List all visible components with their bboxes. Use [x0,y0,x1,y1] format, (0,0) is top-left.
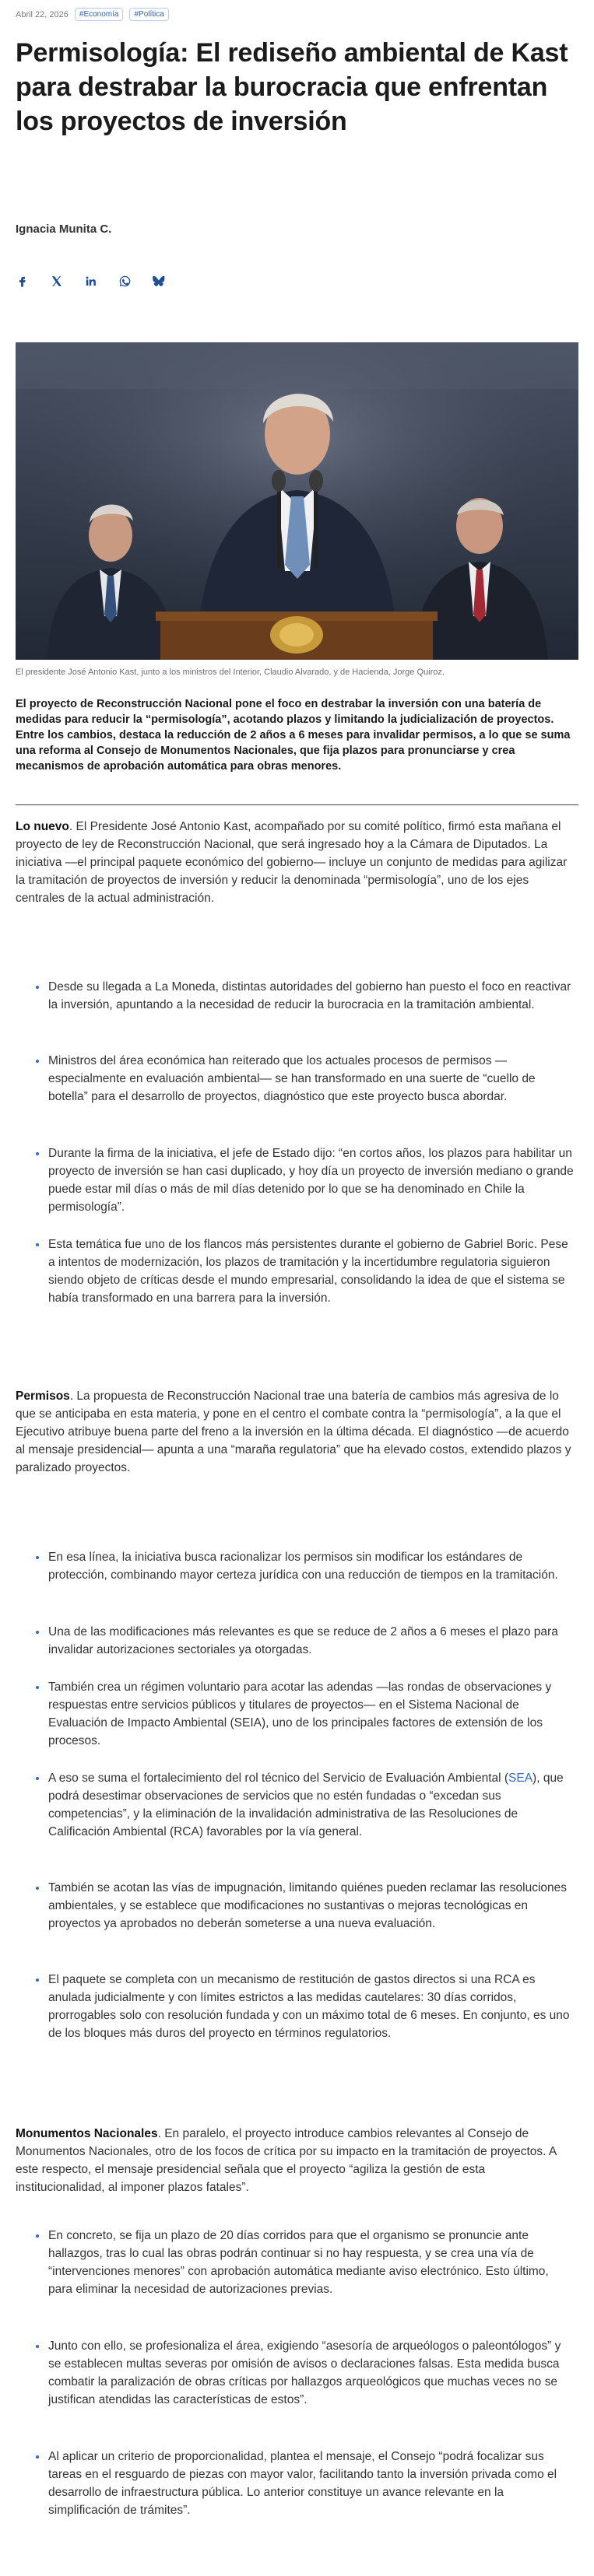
list-item-text: Junto con ello, se profesionaliza el área, exigiendo “asesoría de arqueólogos o paleontólogos” y se establecen multas severas por omisión de avisos o declaraciones falsas. Esta medida busca combatir la paralización de obras críticas por hallazgos arqueológicos que muchas veces no se justifican atendidas las características de estos”. [48,2339,561,2406]
section-label-nuevo: Lo nuevo [16,820,69,833]
sea-link[interactable]: SEA [508,1772,533,1785]
bullet-dot [36,1060,39,1063]
lead-photo [16,342,578,660]
publish-date: Abril 22, 2026 [16,9,69,19]
bullet-dot [36,2455,39,2459]
share-bar [16,270,187,292]
linkedin-icon[interactable] [84,270,118,292]
bullet-dot [36,1887,39,1890]
bullet-dot [36,1631,39,1634]
list-item-text: Durante la firma de la iniciativa, el jefe de Estado dijo: “en cortos años, los plazos para habilitar un proyecto de inversión se han casi duplicado, y hoy día un proyecto de inversión mediano o grande puede estar mil días o más de mil días detenido por lo que se ha denominado en Chile la permisología”. [48,1147,574,1214]
photo-caption: El presidente José Antonio Kast, junto a los ministros del Interior, Claudio Alvarado, y de Hacienda, Jorge Quiroz. [16,668,445,677]
section-label-monumentos: Monumentos Nacionales [16,2127,158,2140]
section-nuevo-text: . El Presidente José Antonio Kast, acompañado por su comité político, firmó esta mañana el proyecto de ley de Reconstrucción Nacional, que será ingresado hoy a la Cámara de Diputados. La iniciativa —el principal paquete económico del gobierno— incluye un conjunto de medidas para agilizar la tramitación de proyectos de inversión y reducir la denominada “permisología”, uno de los ejes centrales de la actual administración. [16,820,568,905]
tag-economia[interactable]: #Economía [75,8,124,21]
list-item-text: En concreto, se fija un plazo de 20 días corridos para que el organismo se pronuncie ante hallazgos, tras lo cual las obras podrán continuar si no hay respuesta, y se crea una vía de “intervenciones menores” con aprobación automática mediante aviso electrónico. Esto último, para eliminar la necesidad de autorizaciones previas. [48,2229,549,2296]
list-item-text: También se acotan las vías de impugnación, limitando quiénes pueden reclamar las resoluciones ambientales, y se establece que modificaciones no sustantivas o mejoras tecnológicas en proyectos ya aprobados no deberán someterse a una nueva evaluación. [48,1881,568,1930]
list-item-text [48,1772,564,1838]
bullet-dot [36,1556,39,1559]
bullet-dot [36,2234,39,2238]
bullet-dot [36,2345,39,2348]
list-item [16,1052,576,1106]
list-item [16,2227,576,2298]
list-item [16,2337,576,2409]
bullet-dot [36,1152,39,1155]
list-item [16,1623,576,1659]
list-item [16,1769,576,1841]
x-icon[interactable] [50,270,84,292]
tag-politica[interactable]: #Política [129,8,168,21]
divider [16,804,578,805]
list-item [16,1144,576,1216]
facebook-icon[interactable] [16,270,50,292]
article-meta [16,8,169,21]
list-item [16,1235,576,1307]
section-nuevo-intro [16,818,576,907]
section-permisos-intro [16,1387,576,1477]
bullet-dot [36,1243,39,1246]
article-lead: El proyecto de Reconstrucción Nacional pone el foco en destrabar la inversión con una batería de medidas para reducir la “permisología”, acotando plazos y limitando la judicialización de proyectos. Entre los cambios, destaca la reducción de 2 años a 6 meses para invalidar permisos, a lo que se suma una reforma al Consejo de Monumentos Nacionales, que fija plazos para pronunciarse y crea mecanismos de aprobación automática para obras menores. [16,698,571,773]
section-monumentos-intro [16,2125,576,2196]
sea-text-after: ), que podrá desestimar observaciones de servicios que no estén fundadas o “excedan sus competencias”, y la eliminación de la invalidación administrativa de las Resoluciones de Calificación Ambiental (RCA) favorables por la vía general. [48,1772,564,1838]
bullet-dot [36,986,39,989]
section-permisos-text: . La propuesta de Reconstrucción Nacional trae una batería de cambios más agresiva de lo que se anticipaba en esta materia, y pone en el centro el combate contra la “permisología”, a la que el Ejecutivo atribuye buena parte del freno a la inversión en la última década. El diagnóstico —de acuerdo al mensaje presidencial— apunta a una “maraña regulatoria” que ha elevado costos, extendido plazos y paralizado proyectos. [16,1390,571,1474]
whatsapp-icon[interactable] [118,270,153,292]
section-monumentos-text: . En paralelo, el proyecto introduce cambios relevantes al Consejo de Monumentos Nacionales, otro de los focos de crítica por su impacto en la tramitación de proyectos. A este respecto, el mensaje presidencial señala que el proyecto “agiliza la gestión de esta institucionalidad, al imponer plazos fatales”. [16,2127,557,2194]
section-label-permisos: Permisos [16,1390,70,1403]
list-item-text: Al aplicar un criterio de proporcionalidad, plantea el mensaje, el Consejo “podrá focalizar sus tareas en el resguardo de piezas con mayor valor, facilitando tanto la inversión privada como el desarrollo de infraestructura pública. Lo anterior constituye un avance relevante en la simplificación de trámites”. [48,2450,557,2517]
sea-text-before: A eso se suma el fortalecimiento del rol técnico del Servicio de Evaluación Ambiental ( [48,1772,509,1785]
bullet-dot [36,1978,39,1982]
bullet-dot [36,1686,39,1689]
list-item [16,978,576,1014]
list-item [16,1971,576,2042]
list-item [16,1879,576,1933]
list-item-text: En esa línea, la iniciativa busca racionalizar los permisos sin modificar los estándares de protección, combinando mayor certeza jurídica con una reducción de tiempos en la tramitación. [48,1551,558,1582]
author-name[interactable]: Ignacia Munita C. [16,223,112,236]
list-item-text: Esta temática fue uno de los flancos más persistentes durante el gobierno de Gabriel Boric. Pese a intentos de modernización, los plazos de tramitación y la incertidumbre regulatoria siguieron siendo objeto de críticas desde el mundo empresarial, consolidando la idea de que el sistema se había transformado en una barrera para la inversión. [48,1238,568,1305]
list-item-text: Ministros del área económica han reiterado que los actuales procesos de permisos —especialmente en evaluación ambiental— se han transformado en una suerte de “cuello de botella” para el desarrollo de proyectos, diagnóstico que este proyecto busca abordar. [48,1054,536,1103]
list-item-text: Una de las modificaciones más relevantes es que se reduce de 2 años a 6 meses el plazo para invalidar autorizaciones sectoriales ya otorgadas. [48,1625,558,1656]
bluesky-icon[interactable] [153,270,187,292]
list-item [16,1548,576,1584]
bullet-dot [36,1777,39,1780]
list-item [16,1678,576,1750]
list-item-text: También crea un régimen voluntario para acotar las adendas —las rondas de observaciones y respuestas entre servicios públicos y titulares de proyectos— en el Sistema Nacional de Evaluación de Impacto Ambiental (SEIA), uno de los principales factores de extensión de los procesos. [48,1681,552,1747]
list-item [16,2448,576,2519]
list-item-text: Desde su llegada a La Moneda, distintas autoridades del gobierno han puesto el foco en reactivar la inversión, apuntando a la necesidad de reducir la burocracia en la tramitación ambiental. [48,980,571,1011]
list-item-text: El paquete se completa con un mecanismo de restitución de gastos directos si una RCA es anulada judicialmente y con límites estrictos a las medidas cautelares: 30 días corridos, prorrogables solo con resolución fundada y con un máximo total de 6 meses. En conjunto, es uno de los bloques más duros del proyecto en términos regulatorios. [48,1973,570,2040]
article-title: Permisología: El rediseño ambiental de Kast para destrabar la burocracia que enfrentan los proyectos de inversión [16,38,568,136]
